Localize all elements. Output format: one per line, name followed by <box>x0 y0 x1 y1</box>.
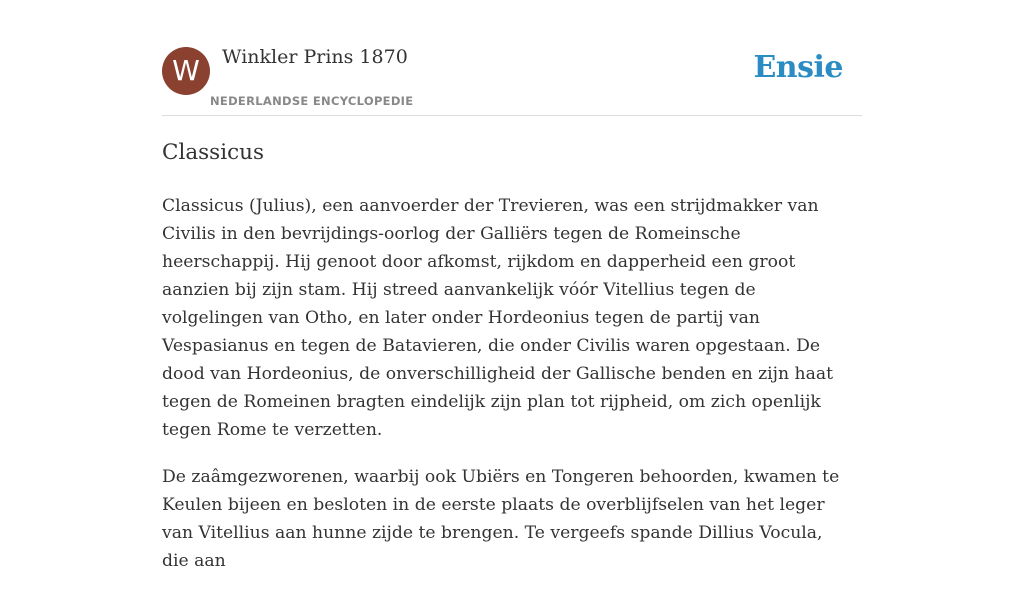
source-subtitle: NEDERLANDSE ENCYCLOPEDIE <box>210 94 414 108</box>
source-avatar[interactable]: W <box>162 47 210 95</box>
article-body <box>162 192 852 594</box>
article-paragraph: Classicus (Julius), een aanvoerder der Trevieren, was een strijdmakker van Civilis in den bevrijdings-oorlog der Galliërs tegen de Romeinsche heerschappij. Hij genoot door afkomst, rijkdom en dapperheid een groot aanzien bij zijn stam. Hij streed aanvankelijk vóór Vitellius tegen de volgelingen van Otho, en later onder Hordeonius tegen de partij van Vespasianus en tegen de Batavieren, die onder Civilis waren opgestaan. De dood van Hordeonius, de onverschilligheid der Gallische benden en zijn haat tegen de Romeinen bragten eindelijk zijn plan tot rijpheid, om zich openlijk tegen Rome te verzetten. <box>162 196 833 440</box>
article-paragraph: De zaâmgezworenen, waarbij ook Ubiërs en Tongeren behoorden, kwamen te Keulen bijeen en besloten in de eerste plaats de overblijfselen van het leger van Vitellius aan hunne zijde te brengen. Te vergeefs spande Dillius Vocula, die aan <box>162 467 840 571</box>
source-title[interactable]: Winkler Prins 1870 <box>222 46 408 68</box>
brand-logo[interactable]: Ensie <box>753 50 843 85</box>
article-title: Classicus <box>162 140 265 165</box>
header <box>162 0 862 116</box>
